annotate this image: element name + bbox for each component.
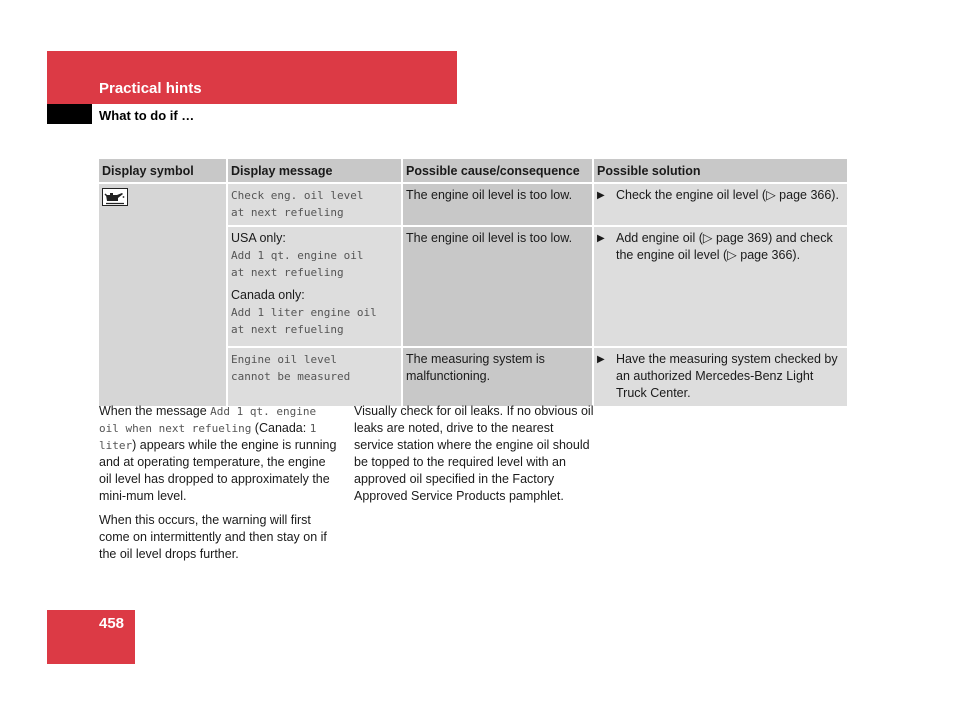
table-row bbox=[99, 183, 847, 226]
region-label-canada: Canada only: bbox=[231, 288, 305, 302]
cause-cell: The engine oil level is too low. bbox=[402, 226, 593, 347]
column-header: Possible solution bbox=[593, 159, 847, 183]
cause-cell: The engine oil level is too low. bbox=[402, 183, 593, 226]
section-marker bbox=[47, 104, 92, 124]
body-column-middle bbox=[354, 403, 594, 512]
section-title: Practical hints bbox=[99, 80, 202, 97]
body-paragraph: When the message Add 1 qt. engine oil when next refueling (Canada: 1 liter) appears while the engine is running and at operating temperature, the engine oil level has dropped to approximately the mini-mum level. bbox=[99, 404, 337, 503]
subsection-title: What to do if … bbox=[99, 108, 195, 123]
solution-cell bbox=[593, 226, 847, 347]
solution-text: Have the measuring system checked by an authorized Mercedes-Benz Light Truck Center. bbox=[616, 352, 838, 400]
solution-cell bbox=[593, 183, 847, 226]
display-message-cell bbox=[227, 226, 402, 347]
inline-display-message: Add 1 qt. engine oil when next refueling bbox=[99, 405, 317, 435]
column-header: Display message bbox=[227, 159, 402, 183]
solution-text: Add engine oil (▷ page 369) and check the engine oil level (▷ page 366). bbox=[616, 231, 833, 262]
inline-display-message: 1 liter bbox=[99, 422, 317, 452]
display-message-line: Add 1 qt. engine oil bbox=[231, 249, 364, 262]
display-message-cell bbox=[227, 183, 402, 226]
bullet-arrow-icon: ▶ bbox=[597, 233, 605, 244]
display-message-line: at next refueling bbox=[231, 323, 344, 336]
display-message-line: Engine oil level bbox=[231, 353, 337, 366]
body-paragraph: When this occurs, the warning will first come on intermittently and then stay on if the oil level drops further. bbox=[99, 513, 327, 561]
bullet-arrow-icon: ▶ bbox=[597, 190, 605, 201]
column-header: Possible cause/consequence bbox=[402, 159, 593, 183]
display-message-line: cannot be measured bbox=[231, 370, 351, 383]
body-column-left bbox=[99, 403, 339, 570]
display-message-line: at next refueling bbox=[231, 206, 344, 219]
display-message-line: at next refueling bbox=[231, 266, 344, 279]
cause-cell: The measuring system is malfunctioning. bbox=[402, 347, 593, 407]
solution-text: Check the engine oil level (▷ page 366). bbox=[616, 188, 839, 202]
bullet-arrow-icon: ▶ bbox=[597, 354, 605, 365]
region-label-usa: USA only: bbox=[231, 231, 286, 245]
display-message-cell bbox=[227, 347, 402, 407]
display-message-line: Check eng. oil level bbox=[231, 189, 364, 202]
table-header-row bbox=[99, 159, 847, 183]
display-messages-table bbox=[99, 159, 847, 408]
page-number: 458 bbox=[99, 615, 125, 632]
engine-oil-can-icon bbox=[102, 188, 128, 211]
body-paragraph: Visually check for oil leaks. If no obvious oil leaks are noted, drive to the nearest service station where the engine oil should be topped to the required level with an approved oil specified in the Factory Approved Service Products pamphlet. bbox=[354, 404, 594, 503]
display-message-line: Add 1 liter engine oil bbox=[231, 306, 377, 319]
column-header: Display symbol bbox=[99, 159, 227, 183]
solution-cell bbox=[593, 347, 847, 407]
display-symbol-cell bbox=[99, 183, 227, 407]
